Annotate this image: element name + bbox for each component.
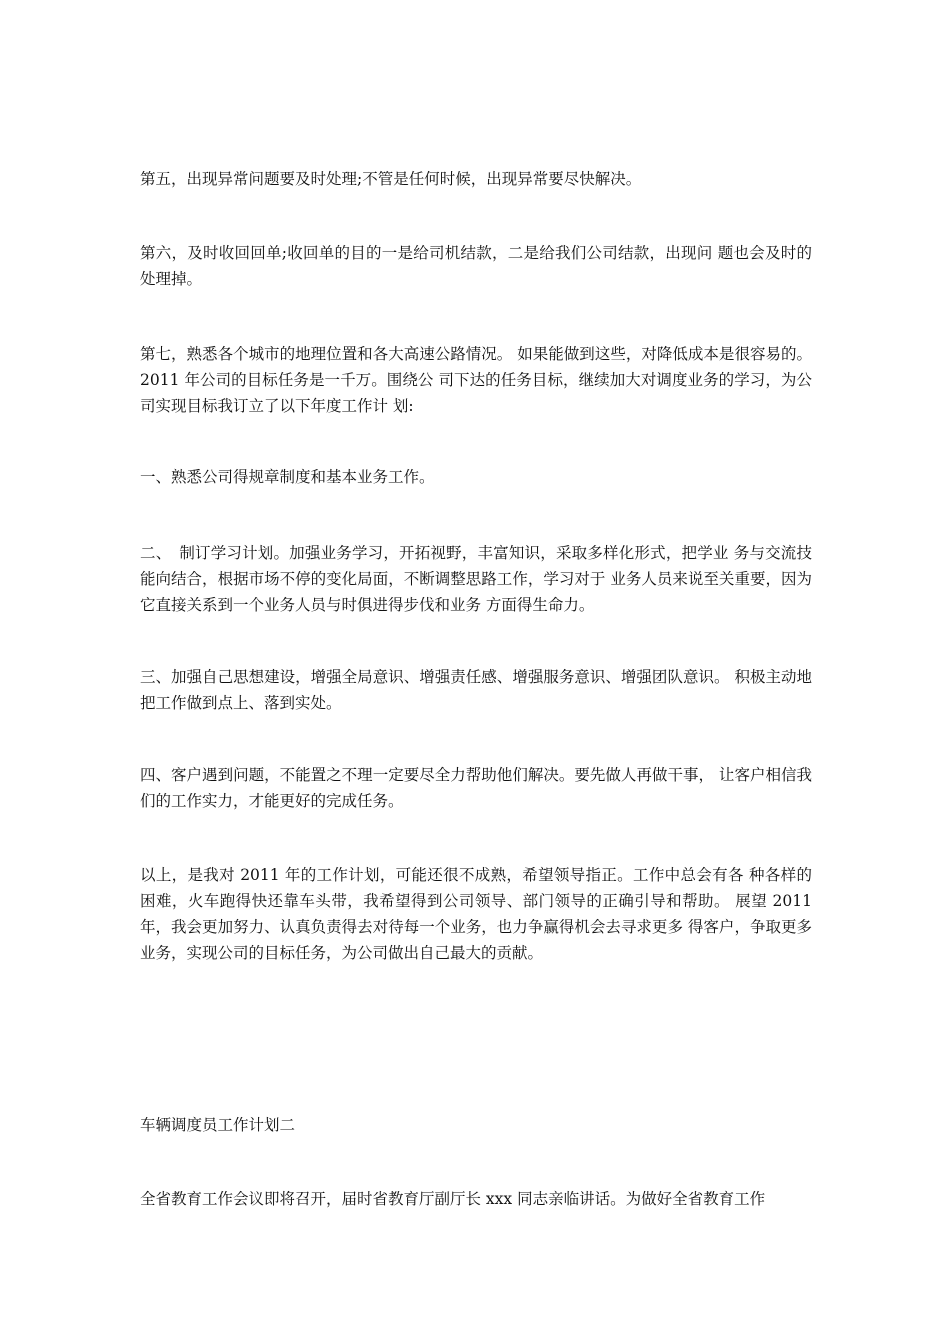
paragraph-item-four: 四、客户遇到问题，不能置之不理一定要尽全力帮助他们解决。要先做人再做干事， 让客户相信我们的工作实力，才能更好的完成任务。	[140, 766, 812, 810]
paragraph-seventh: 第七，熟悉各个城市的地理位置和各大高速公路情况。 如果能做到这些，对降低成本是很容易的。2011 年公司的目标任务是一千万。围绕公 司下达的任务目标，继续加大对调度业务的学习，为公司实现目标我订立了以下年度工作计 划:	[140, 345, 812, 415]
paragraph-item-one: 一、熟悉公司得规章制度和基本业务工作。	[140, 468, 435, 486]
paragraph-item-two: 二、 制订学习计划。加强业务学习，开拓视野，丰富知识，采取多样化形式，把学业 务与交流技能向结合，根据市场不停的变化局面，不断调整思路工作，学习对于 业务人员来说至关重要，因为它直接关系到一个业务人员与时俱进得步伐和业务 方面得生命力。	[140, 544, 812, 614]
paragraph-fifth: 第五，出现异常问题要及时处理;不管是任何时候，出现异常要尽快解决。	[140, 170, 642, 188]
paragraph-item-three: 三、加强自己思想建设，增强全局意识、增强责任感、增强服务意识、增强团队意识。 积极主动地把工作做到点上、落到实处。	[140, 668, 812, 712]
section-title: 车辆调度员工作计划二	[140, 1116, 296, 1134]
paragraph-sixth: 第六，及时收回回单;收回单的目的一是给司机结款，二是给我们公司结款，出现问 题也会及时的处理掉。	[140, 244, 812, 288]
paragraph-closing: 全省教育工作会议即将召开，届时省教育厅副厅长 xxx 同志亲临讲话。为做好全省教育工作	[140, 1190, 766, 1208]
paragraph-conclusion: 以上，是我对 2011 年的工作计划，可能还很不成熟，希望领导指正。工作中总会有各 种各样的困难，火车跑得快还靠车头带，我希望得到公司领导、部门领导的正确引导和帮助。 展望 2011 年，我会更加努力、认真负责得去对待每一个业务，也力争赢得机会去寻求更多 得客户，争取更多业务，实现公司的目标任务，为公司做出自己最大的贡献。	[140, 866, 812, 962]
